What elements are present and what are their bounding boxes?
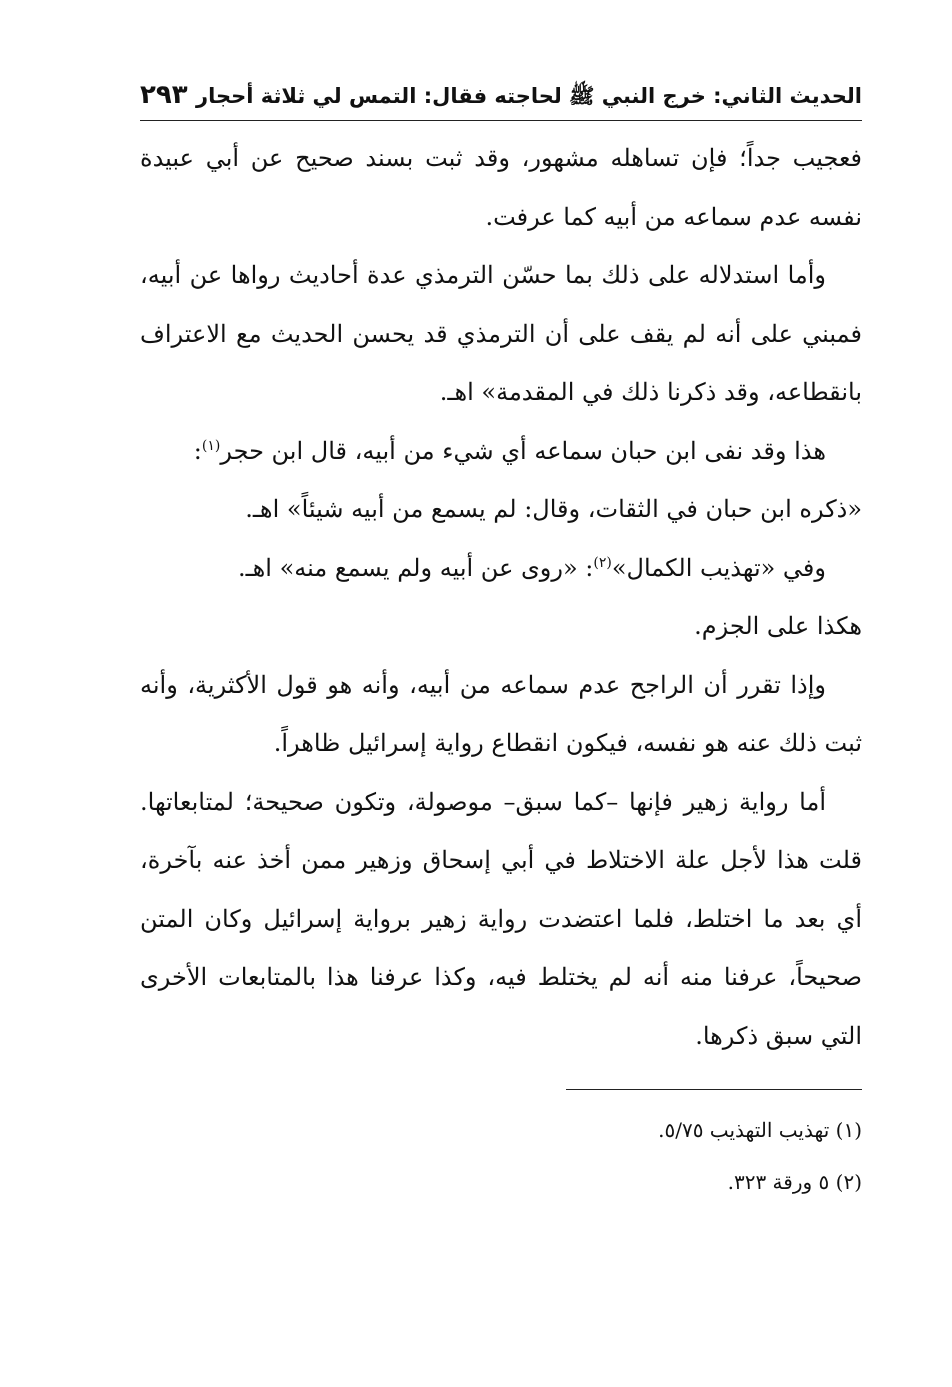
footnotes [140,1104,862,1208]
paragraph-7: وإذا تقرر أن الراجح عدم سماعه من أبيه، وأنه هو قول الأكثرية، وأنه ثبت ذلك عنه هو نفسه، فيكون انقطاع رواية إسرائيل ظاهراً. [140,670,862,757]
footnote-divider [566,1089,862,1090]
paragraph-6: هكذا على الجزم. [694,612,862,640]
document-page [140,80,862,1208]
running-header [140,80,862,121]
paragraph-8: أما رواية زهير فإنها –كما سبق– موصولة، وتكون صحيحة؛ لمتابعاتها. قلت هذا لأجل علة الاختلاط في أبي إسحاق وزهير ممن أخذ عنه بآخرة، أي بعد ما اختلط، فلما اعتضدت رواية زهير برواية إسرائيل وكان المتن صحيحاً، عرفنا منه أنه لم يختلط فيه، وكذا عرفنا هذا بالمتابعات الأخرى التي سبق ذكرها. [140,787,862,1050]
page-number: ٢٩٣ [140,80,188,110]
footnote-ref-1: (١) [201,437,221,454]
header-title: الحديث الثاني: خرج النبي ﷺ لحاجته فقال: التمس لي ثلاثة أحجار [196,84,862,108]
paragraph-5 [140,539,862,598]
paragraph-3 [140,422,862,481]
paragraph-3-text: هذا وقد نفى ابن حبان سماعه أي شيء من أبيه، قال ابن حجر [220,436,826,465]
footnote-2: (٢) ٥ ورقة ٣٢٣. [727,1170,862,1194]
paragraph-5-suffix: : «روى عن أبيه ولم يسمع منه» اهـ. [237,553,594,582]
footnote-1: (١) تهذيب التهذيب ٥/٧٥. [658,1118,862,1142]
paragraph-2: وأما استدلاله على ذلك بما حسّن الترمذي عدة أحاديث رواها عن أبيه، فمبني على أنه لم يقف على أن الترمذي قد يحسن الحديث مع الاعتراف بانقطاعه، وقد ذكرنا ذلك في المقدمة» اهـ. [140,261,862,406]
paragraph-4: «ذكره ابن حبان في الثقات، وقال: لم يسمع من أبيه شيئاً» اهـ. [245,495,862,523]
paragraph-5-text: وفي «تهذيب الكمال» [611,553,826,582]
paragraph-1: فعجيب جداً؛ فإن تساهله مشهور، وقد ثبت بسند صحيح عن أبي عبيدة نفسه عدم سماعه من أبيه كما عرفت. [140,144,862,231]
footnote-ref-2: (٢) [593,554,612,571]
body-text [140,129,862,1065]
paragraph-3-suffix: : [193,436,202,465]
